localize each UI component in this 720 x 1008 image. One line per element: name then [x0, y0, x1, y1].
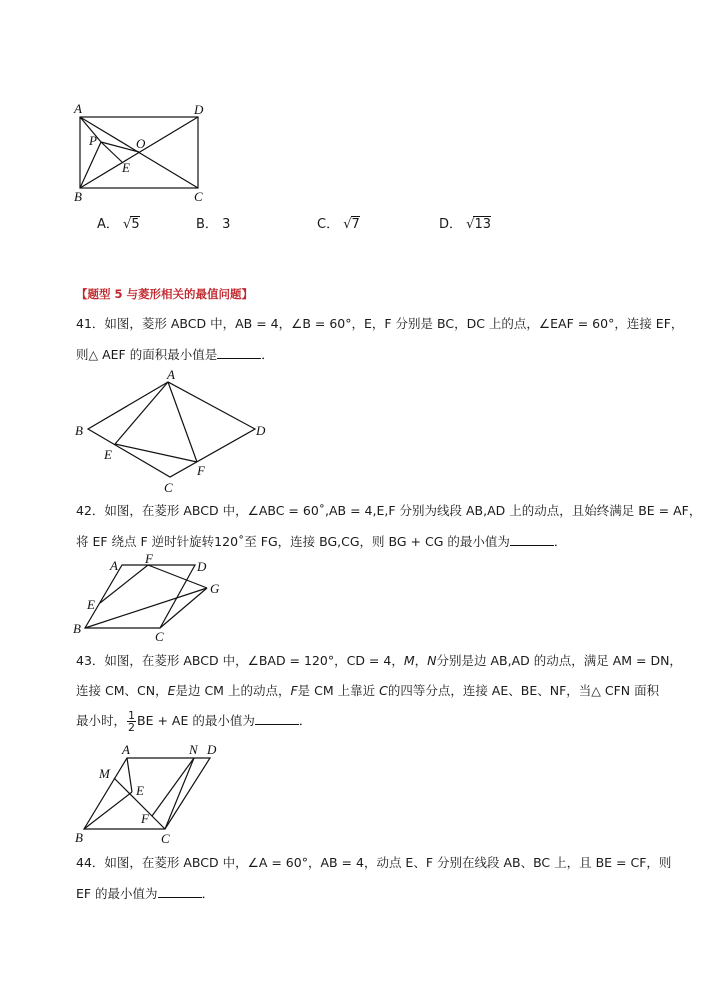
figure-q42-svg	[70, 550, 260, 645]
answer-blank[interactable]	[255, 712, 299, 725]
rhombus-abcd	[85, 565, 195, 628]
seg-nc	[165, 758, 194, 829]
q43-period: ．	[298, 713, 312, 728]
q41-line1: 41．如图，菱形 ABCD 中，AB = 4，∠B = 60°，E，F 分别是 BC，DC 上的点，∠EAF = 60°，连接 EF，	[76, 316, 684, 331]
q41-period: ．	[261, 347, 274, 362]
frac-denominator: 2	[128, 721, 136, 734]
section-heading: 【题型 5 与菱形相关的最值问题】	[76, 287, 254, 301]
option-d-letter: D．	[439, 217, 463, 232]
label-f: F	[197, 463, 205, 478]
label-a: A	[167, 367, 175, 382]
q43-line2-mid1: 是边 CM 上的动点，	[175, 683, 291, 698]
label-o: O	[136, 136, 146, 151]
answer-blank[interactable]	[158, 885, 202, 898]
seg-ef	[115, 444, 197, 462]
fraction-one-half	[127, 710, 136, 733]
option-b[interactable]	[196, 213, 230, 232]
option-a-letter: A．	[97, 217, 119, 232]
q43-line1-rest: 分别是边 AB,AD 的动点，满足 AM = DN，	[436, 653, 682, 668]
label-d: D	[207, 742, 217, 757]
seg-ae	[115, 382, 168, 444]
label-b: B	[74, 189, 82, 204]
q44-line2-text: EF 的最小值为	[76, 886, 158, 901]
label-b: B	[75, 423, 83, 438]
answer-blank[interactable]	[510, 533, 554, 546]
seg-cg	[160, 588, 207, 628]
label-c: C	[155, 629, 164, 644]
label-c: C	[161, 831, 170, 846]
label-a: A	[110, 558, 118, 573]
figure-q43	[70, 740, 260, 849]
label-b: B	[75, 830, 83, 845]
label-n: N	[189, 742, 198, 757]
q43-line2-text: 连接 CM、CN，	[76, 683, 168, 698]
seg-bg	[85, 588, 207, 628]
label-b: B	[73, 621, 81, 636]
label-e: E	[87, 597, 95, 612]
option-b-letter: B．	[196, 217, 218, 232]
figure-q43-svg	[70, 740, 260, 845]
seg-nf	[152, 758, 194, 816]
option-b-value: 3	[222, 217, 231, 232]
radical-icon: √	[466, 217, 475, 232]
option-d-value: 13	[474, 217, 491, 232]
label-m: M	[99, 766, 110, 781]
seg-be	[84, 792, 132, 829]
q43-var-c: C	[379, 683, 388, 698]
seg-ef	[100, 565, 148, 603]
figure-rectangle-svg	[70, 100, 220, 205]
q42-line2	[76, 533, 566, 550]
figure-q41-svg	[70, 362, 280, 497]
option-c-letter: C．	[317, 217, 340, 232]
q41-line2	[76, 346, 274, 363]
q43-line3-mid: BE + AE 的最小值为	[137, 713, 255, 728]
radical-icon: √	[343, 217, 352, 232]
q43-line2-mid2: 是 CM 上靠近	[297, 683, 380, 698]
q42-period: ．	[553, 534, 567, 549]
label-f: F	[145, 551, 153, 566]
q43-var-e: E	[167, 683, 176, 698]
answer-blank[interactable]	[217, 346, 261, 359]
option-c-value: 7	[351, 217, 360, 232]
figure-rectangle	[70, 100, 220, 209]
q43-var-m: M	[403, 653, 415, 668]
label-d: D	[194, 102, 204, 117]
label-p: P	[89, 133, 97, 148]
q44-period: ．	[201, 886, 215, 901]
q42-line1: 42．如图，在菱形 ABCD 中，∠ABC = 60˚,AB = 4,E,F 分别为线段 AB,AD 上的动点，且始终满足 BE = AF，	[76, 503, 702, 518]
label-c: C	[164, 480, 173, 495]
option-a-value: 5	[131, 217, 140, 232]
frac-numerator: 1	[128, 709, 136, 722]
option-a[interactable]	[97, 213, 140, 232]
label-a: A	[74, 101, 82, 116]
q44-line1: 44．如图，在菱形 ABCD 中，∠A = 60°，AB = 4，动点 E、F 分别在线段 AB、BC 上，且 BE = CF，则	[76, 855, 672, 870]
label-g: G	[210, 581, 220, 596]
figure-q41	[70, 362, 280, 501]
label-d: D	[256, 423, 266, 438]
label-c: C	[194, 189, 203, 204]
rhombus-abcd	[88, 382, 255, 477]
q43-line2	[76, 683, 659, 699]
q44-line2	[76, 885, 214, 902]
label-f: F	[141, 811, 149, 826]
label-a: A	[122, 742, 130, 757]
q43-line1-text: 43．如图，在菱形 ABCD 中，∠BAD = 120°，CD = 4，	[76, 653, 404, 668]
q43-line1	[76, 653, 682, 669]
label-e: E	[122, 160, 130, 175]
q43-line2-rest: 的四等分点，连接 AE、BE、NF，当△ CFN 面积	[387, 683, 660, 698]
option-d[interactable]	[439, 213, 491, 232]
q43-line3	[76, 710, 311, 733]
q42-line2-text: 将 EF 绕点 F 逆时针旋转120˚至 FG，连接 BG,CG，则 BG + CG 的最小值为	[76, 534, 510, 549]
seg-af	[168, 382, 197, 462]
radical-icon: √	[123, 217, 132, 232]
q43-line3-text: 最小时，	[76, 713, 127, 728]
q41-line2-text: 则△ AEF 的面积最小值是	[76, 347, 218, 362]
figure-q42	[70, 550, 260, 649]
q43-var-n: N	[427, 653, 437, 668]
q43-sep: ，	[414, 653, 428, 668]
label-e: E	[136, 783, 144, 798]
q43-var-f: F	[290, 683, 298, 698]
label-e: E	[104, 447, 112, 462]
label-d: D	[197, 559, 207, 574]
seg-ae	[127, 758, 132, 792]
option-c[interactable]	[317, 213, 360, 232]
